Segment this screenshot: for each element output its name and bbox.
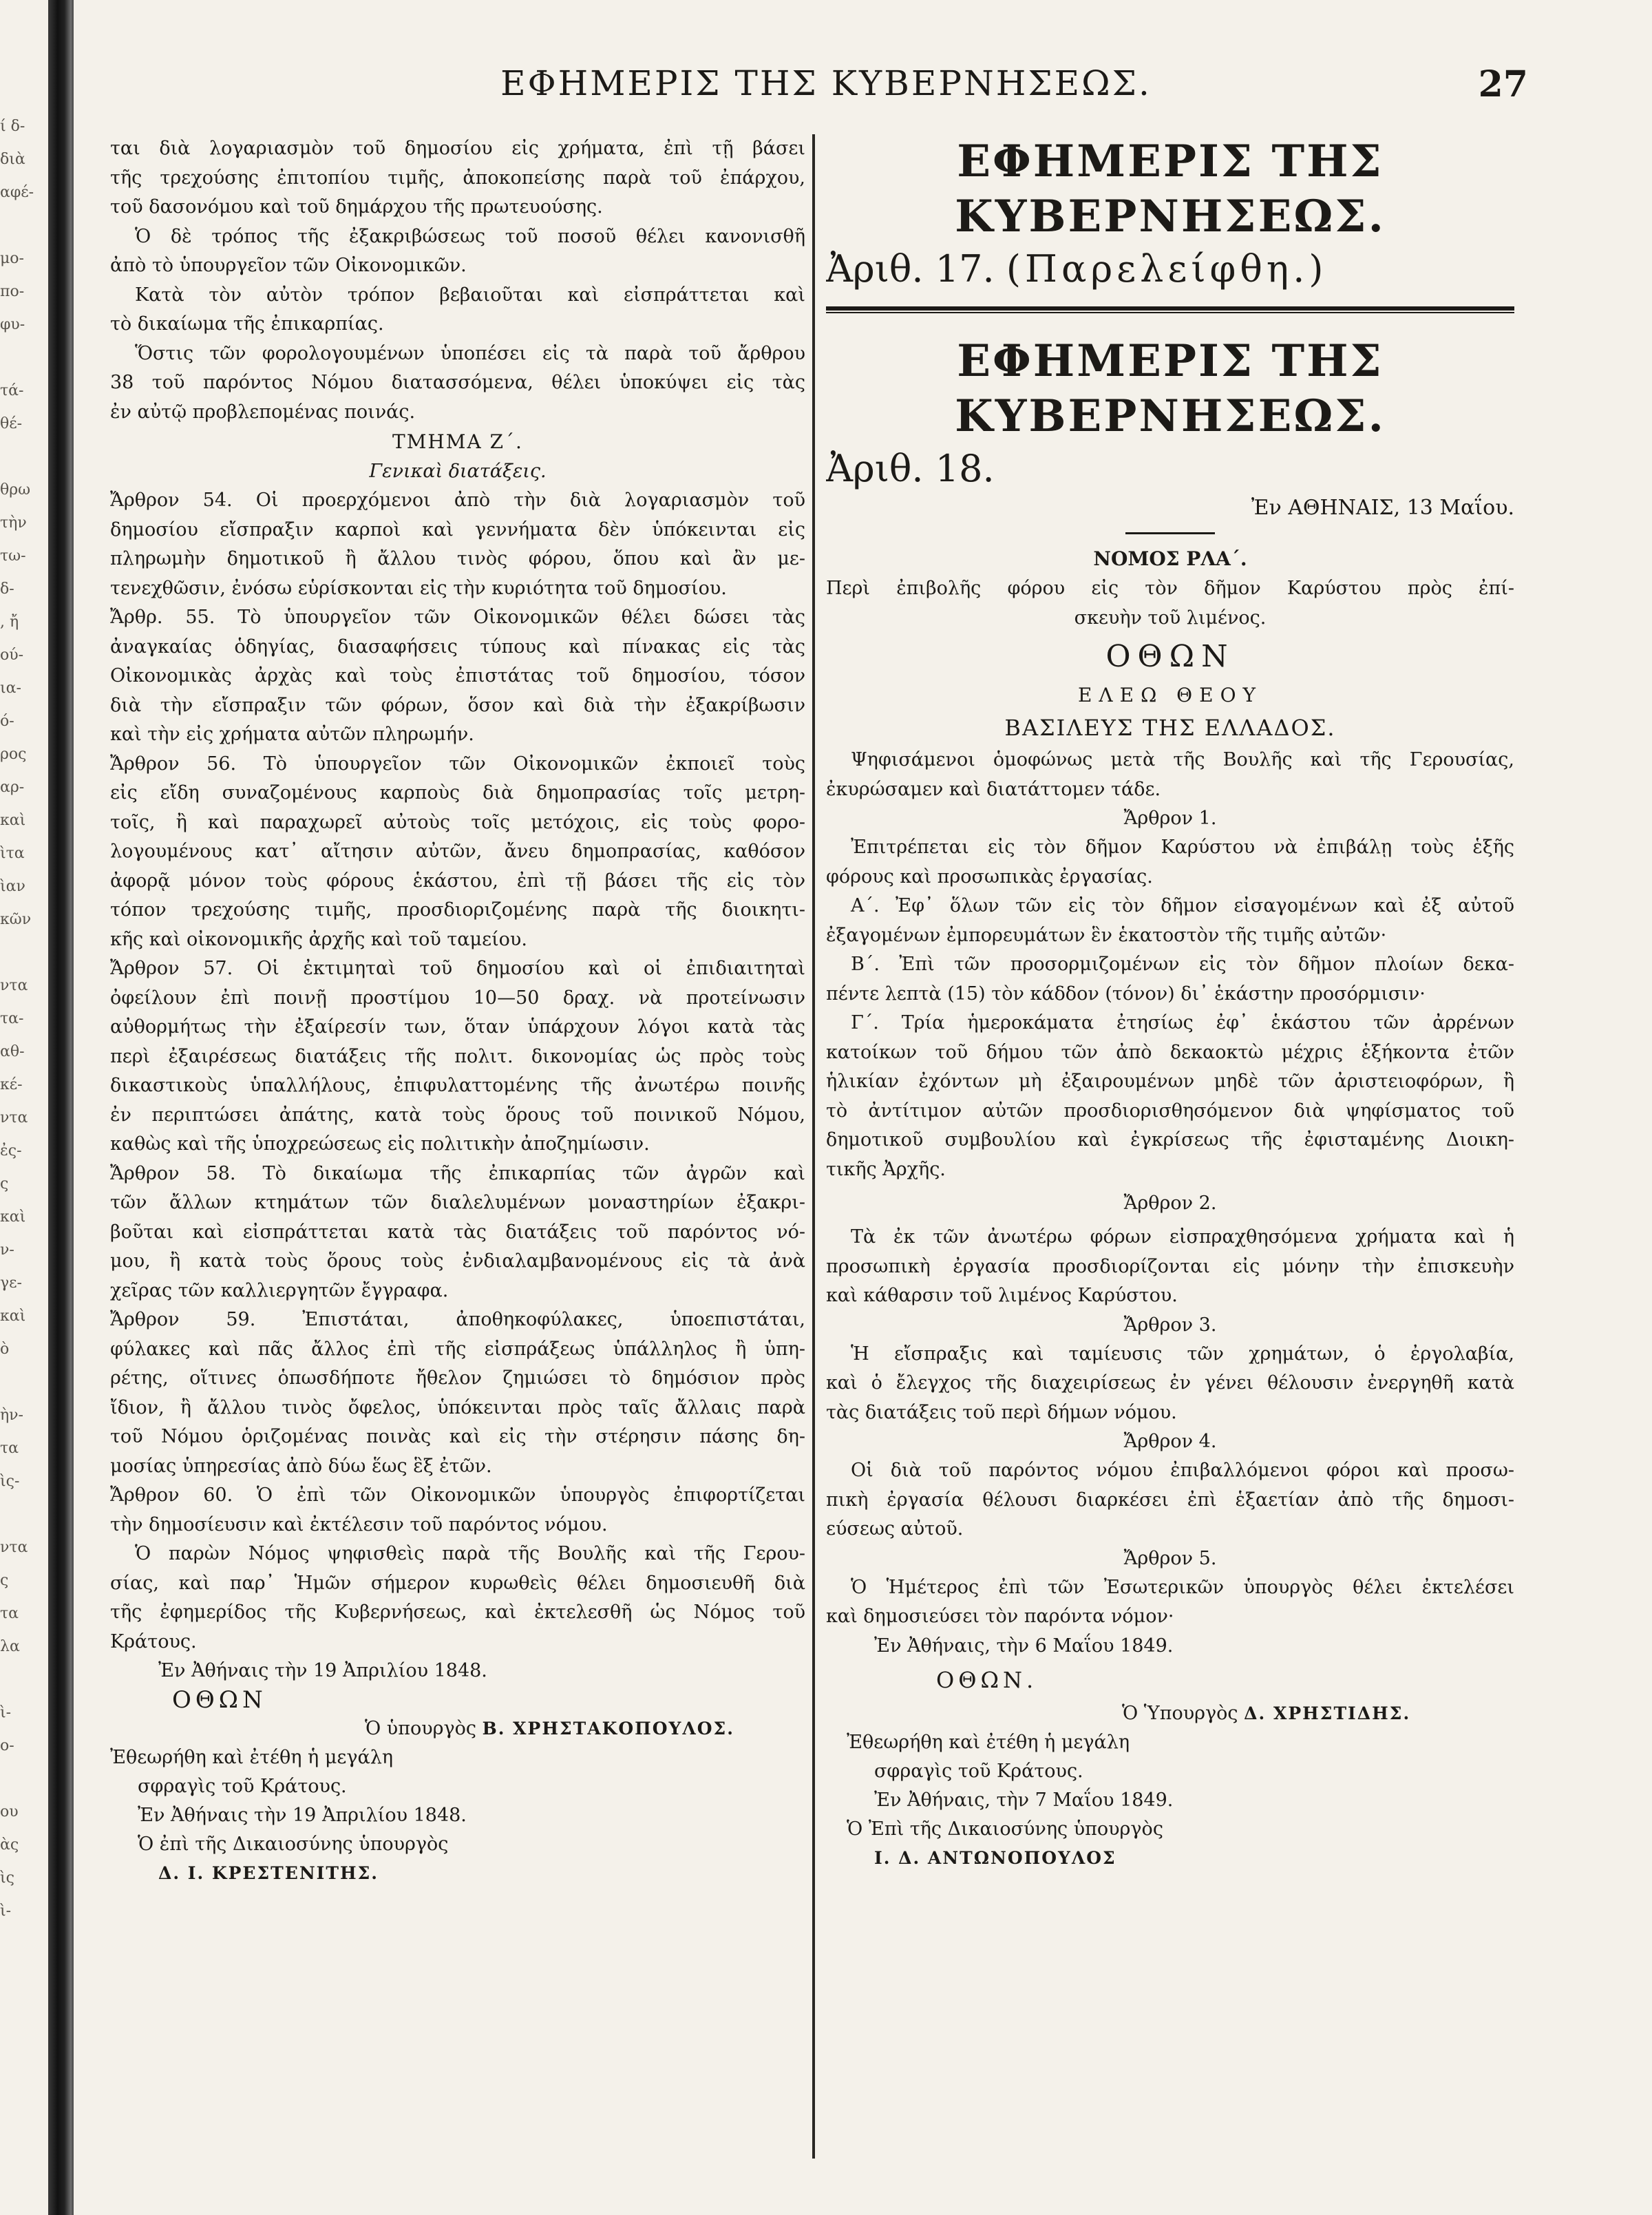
margin-fragment: ντα bbox=[0, 1539, 28, 1556]
text-line: ἐκυρώσαμεν καὶ διατάττομεν τάδε. bbox=[826, 778, 1161, 800]
text-line: ἀναγκαίας ὁδηγίας, διασαφήσεις τύπους καὶ πίνακας εἰς τὰς bbox=[110, 636, 805, 658]
margin-fragment: ὸ bbox=[0, 1341, 10, 1358]
text-line: Ἐπιτρέπεται εἰς τὸν δῆμον Καρύστου νὰ ἐπιβάλῃ τοὺς ἑξῆς bbox=[851, 837, 1514, 858]
text-line: καὶ ὁ ἔλεγχος τῆς διαχειρίσεως ἐν γένει θέλουσιν ἐνεργηθῆ κατὰ bbox=[826, 1372, 1514, 1394]
margin-fragment: ὶτα bbox=[0, 845, 25, 862]
dateline: Ἐν ΑΘΗΝΑΙΣ, 13 Μαΐου. bbox=[1251, 496, 1514, 520]
text-line: Οἰκονομικὰς ἀρχὰς καὶ τοὺς ἐπιστάτας τοῦ δημοσίου, τόσον bbox=[110, 665, 805, 686]
paragraph bbox=[110, 281, 805, 339]
king-title: ΒΑΣΙΛΕΥΣ ΤΗΣ ΕΛΛΑΔΟΣ. bbox=[1004, 715, 1336, 741]
text-line: κατοίκων τοῦ δήμου τῶν ἀπὸ δεκαοκτὼ μέχρις ἑξήκοντα ἐτῶν bbox=[826, 1041, 1514, 1063]
masthead: ΕΦΗΜΕΡΙΣ ΤΗΣ ΚΥΒΕΡΝΗΣΕΩΣ. bbox=[955, 136, 1386, 242]
text-line: βοῦται καὶ εἰσπράττεται κατὰ τὰς διατάξεις τοῦ παρόντος νό- bbox=[110, 1221, 805, 1243]
text-line: ρέτης, οἵτινες ὁπωσδήποτε ἤθελον ζημιώσει τὸ δημόσιον πρὸς bbox=[110, 1367, 805, 1389]
elei-theou: ΕΛΕΩ ΘΕΟΥ bbox=[1077, 684, 1263, 706]
minister-name: Δ. ΧΡΗΣΤΙΔΗΣ. bbox=[1244, 1703, 1411, 1723]
king-signature: ΟΘΩΝ. bbox=[936, 1666, 1038, 1693]
article-title: Ἄρθρον 4. bbox=[1123, 1431, 1217, 1452]
article-3 bbox=[826, 1340, 1514, 1428]
margin-fragment: κέ- bbox=[0, 1076, 23, 1093]
margin-fragment: αρ- bbox=[0, 779, 25, 796]
article-1-a bbox=[826, 892, 1514, 950]
binding-edge bbox=[72, 0, 74, 2215]
article-2 bbox=[826, 1223, 1514, 1311]
margin-fragment: μο- bbox=[0, 250, 24, 267]
paragraph bbox=[110, 222, 805, 281]
text-line: Ὁ δὲ τρόπος τῆς ἐξακριβώσεως τοῦ ποσοῦ θέλει κανονισθῆ bbox=[135, 225, 805, 247]
margin-fragment: θέ- bbox=[0, 415, 23, 432]
text-line: ἀφορᾷ μόνον τοὺς φόρους ἑκάστου, ἐπὶ τῇ βάσει τῆς εἰς τὸν bbox=[110, 870, 805, 892]
margin-fragment: ρος bbox=[0, 746, 27, 763]
article-55 bbox=[110, 603, 805, 750]
margin-fragment: ὶς bbox=[0, 1869, 14, 1887]
margin-fragment: ντα bbox=[0, 977, 28, 994]
margin-fragment: ού- bbox=[0, 647, 24, 664]
rule bbox=[1125, 532, 1215, 534]
text-line: τικῆς Ἀρχῆς. bbox=[826, 1158, 946, 1180]
text-line: μου, ἢ κατὰ τοὺς ὅρους τοὺς ἐνδιαλαμβανομένους εἰς τὰ ἀνὰ bbox=[110, 1250, 805, 1272]
paragraph bbox=[110, 134, 805, 222]
running-title: ΕΦΗΜΕΡΙΣ ΤΗΣ ΚΥΒΕΡΝΗΣΕΩΣ. bbox=[500, 63, 1152, 103]
margin-fragment bbox=[0, 1663, 44, 1697]
margin-fragment: ί δ- bbox=[0, 118, 25, 135]
text-line: τενεχθῶσιν, ἐνόσω εὑρίσκονται εἰς τὴν κυριότητα τοῦ δημοσίου. bbox=[110, 577, 727, 599]
margin-fragment bbox=[0, 441, 44, 474]
seal-line: Ἐθεωρήθη καὶ ἐτέθη ἡ μεγάλη bbox=[110, 1747, 394, 1768]
margin-fragment: θρω bbox=[0, 481, 31, 498]
margin-fragment: ἐς- bbox=[0, 1142, 22, 1159]
margin-fragment: ου bbox=[0, 1803, 19, 1820]
text-line: Κράτους. bbox=[110, 1630, 197, 1652]
seal-line: σφραγὶς τοῦ Κράτους. bbox=[138, 1776, 347, 1797]
text-line: ἴδιον, ἢ ἄλλου τινὸς ὄφελος, ὑπόκεινται πρὸς ταῖς ἄλλαις παρὰ bbox=[110, 1396, 805, 1418]
margin-fragment: τα- bbox=[0, 1010, 24, 1027]
text-line: καὶ τὴν εἰς χρήματα αὐτῶν πληρωμήν. bbox=[110, 724, 474, 745]
text-line: χεῖρας τῶν καλλιεργητῶν ἔγγραφα. bbox=[110, 1279, 449, 1301]
text-line: Ἄρθρ. 55. Τὸ ὑπουργεῖον τῶν Οἰκονομικῶν θέλει δώσει τὰς bbox=[110, 607, 805, 628]
text-line: Α΄. Ἐφ᾽ ὅλων τῶν εἰς τὸν δῆμον εἰσαγομένων καὶ ἐξ αὐτοῦ bbox=[851, 895, 1514, 916]
margin-fragment: φυ- bbox=[0, 316, 25, 333]
article-title: Ἄρθρον 5. bbox=[1123, 1547, 1217, 1569]
date-line: Ἐν Ἀθήναις τὴν 19 Ἀπριλίου 1848. bbox=[138, 1805, 467, 1826]
minister-signature bbox=[826, 1699, 1514, 1728]
text-line: Ἄρθρον 56. Τὸ ὑπουργεῖον τῶν Οἰκονομικῶν ἐκποιεῖ τοὺς bbox=[110, 753, 805, 775]
margin-fragment: ὶς- bbox=[0, 1473, 20, 1490]
law-title: ΝΟΜΟΣ ΡΛΑ΄. bbox=[1093, 547, 1247, 570]
text-line: πικὴ ἐργασία θέλουσι διαρκέσει ἐπὶ ἑξαετίαν ἀπὸ τῆς δημοσι- bbox=[826, 1489, 1514, 1511]
margin-fragment: τα bbox=[0, 1605, 19, 1622]
text-line: Ἡ εἴσπραξις καὶ ταμίευσις τῶν χρημάτων, ὁ ἐργολαβία, bbox=[851, 1343, 1514, 1365]
article-60 bbox=[110, 1481, 805, 1540]
text-line: 38 τοῦ παρόντος Νόμου διατασσόμενα, θέλει ὑποκύψει εἰς τὰς bbox=[110, 372, 805, 393]
text-line: εἰς εἴδη συναζομένους καρποὺς διὰ δημοπρασίας τοῖς μετρη- bbox=[110, 782, 805, 804]
article-1 bbox=[826, 833, 1514, 892]
text-line: Ὁ παρὼν Νόμος ψηφισθεὶς παρὰ τῆς Βουλῆς καὶ τῆς Γερου- bbox=[135, 1543, 805, 1564]
text-line: τῆς τρεχούσης ἐπιτοπίου τιμῆς, ἀποκοπείσης παρὰ τοῦ ἐπάρχου, bbox=[110, 167, 805, 189]
article-56 bbox=[110, 750, 805, 955]
text-line: τὸ ἀντίτιμον αὐτῶν προσδιορισθησόμενον διὰ ψηφίσματος τοῦ bbox=[826, 1100, 1514, 1122]
margin-fragment: ν- bbox=[0, 1241, 14, 1259]
law-description bbox=[826, 574, 1514, 633]
text-line: προσωπικὴ ἐργασία προσδιορίζονται εἰς μόνην τὴν ἐπισκευὴν bbox=[826, 1255, 1514, 1277]
date-line: Ἐν Ἀθήναις, τὴν 7 Μαΐου 1849. bbox=[874, 1789, 1174, 1811]
text-line: σίας, καὶ παρ᾽ Ἡμῶν σήμερον κυρωθεὶς θέλει δημοσιευθῆ διὰ bbox=[110, 1572, 805, 1594]
justice-name: Ι. Δ. ΑΝΤΩΝΟΠΟΥΛΟΣ bbox=[874, 1847, 1116, 1868]
margin-fragment: λα bbox=[0, 1638, 20, 1655]
rule bbox=[826, 306, 1514, 311]
margin-fragment: ὴν- bbox=[0, 1407, 23, 1424]
margin-fragment: ὶαν bbox=[0, 878, 25, 895]
text-line: πληρωμὴν δημοτικοῦ ἢ ἄλλου τινὸς φόρου, ὅπου καὶ ἂν με- bbox=[110, 548, 805, 569]
book-binding bbox=[48, 0, 72, 2215]
margin-fragment: καὶ bbox=[0, 1308, 26, 1325]
masthead: ΕΦΗΜΕΡΙΣ ΤΗΣ ΚΥΒΕΡΝΗΣΕΩΣ. bbox=[955, 335, 1386, 442]
margin-fragment bbox=[0, 1366, 44, 1399]
king-signature: ΟΘΩΝ bbox=[172, 1686, 267, 1714]
issue-number: Ἀριθ. 18. bbox=[826, 447, 995, 490]
left-column bbox=[110, 134, 805, 2159]
margin-fragment: πο- bbox=[0, 283, 25, 300]
justice-name: Δ. Ι. ΚΡΕΣΤΕΝΙΤΗΣ. bbox=[158, 1863, 379, 1883]
date-line: Ἐν Ἀθήναις τὴν 19 Ἀπριλίου 1848. bbox=[158, 1660, 487, 1681]
margin-fragment: τα bbox=[0, 1440, 19, 1457]
article-title: Ἄρθρον 1. bbox=[1123, 808, 1217, 829]
rule bbox=[826, 312, 1514, 313]
text-line: τὸ δικαίωμα τῆς ἐπικαρπίας. bbox=[110, 313, 384, 335]
margin-fragment: ο- bbox=[0, 1737, 14, 1754]
margin-fragment bbox=[0, 1763, 44, 1796]
text-line: φύλακες καὶ πᾶς ἄλλος ἐπὶ τῆς εἰσπράξεως ὑπάλληλος ἢ ὑπη- bbox=[110, 1338, 805, 1360]
text-line: τοῦ δασονόμου καὶ τοῦ δημάρχου τῆς πρωτευούσης. bbox=[110, 196, 603, 218]
text-line: τὰς διατάξεις τοῦ περὶ δήμων νόμου. bbox=[826, 1401, 1177, 1423]
text-line: τῆς ἐφημερίδος τῆς Κυβερνήσεως, καὶ ἐκτελεσθῆ ὡς Νόμος τοῦ bbox=[110, 1602, 805, 1623]
article-4 bbox=[826, 1456, 1514, 1544]
minister-name: Β. ΧΡΗΣΤΑΚΟΠΟΥΛΟΣ. bbox=[482, 1719, 734, 1739]
margin-fragment: αθ- bbox=[0, 1043, 25, 1060]
text-line: Περὶ ἐπιβολῆς φόρου εἰς τὸν δῆμον Καρύστου πρὸς ἐπί- bbox=[826, 578, 1514, 599]
text-line: πέντε λεπτὰ (15) τὸν κάδδον (τόνον) δι᾽ ἑκάστην προσόρμισιν· bbox=[826, 983, 1426, 1005]
page-number: 27 bbox=[1478, 63, 1528, 105]
text-line: τῶν ἄλλων κτημάτων τῶν διαλελυμένων μοναστηρίων ἐξακρι- bbox=[110, 1192, 805, 1213]
issue-number: Ἀριθ. 17. bbox=[826, 247, 995, 291]
text-line: ὀφείλουν ἐπὶ ποινῇ προστίμου 10—50 δραχ. νὰ προτείνωσιν bbox=[110, 987, 805, 1009]
margin-fragment bbox=[0, 1498, 44, 1531]
text-line: Ψηφισάμενοι ὁμοφώνως μετὰ τῆς Βουλῆς καὶ τῆς Γερουσίας, bbox=[851, 749, 1514, 770]
text-line: Ἄρθρον 57. Οἱ ἐκτιμηταὶ τοῦ δημοσίου καὶ οἱ ἐπιδιαιτηταὶ bbox=[110, 958, 805, 979]
text-line: κῆς καὶ οἰκονομικῆς ἀρχῆς καὶ τοῦ ταμείου. bbox=[110, 928, 527, 950]
margin-fragment: ὶ- bbox=[0, 1902, 12, 1920]
column-divider bbox=[812, 134, 815, 2159]
text-line: Τὰ ἐκ τῶν ἀνωτέρω φόρων εἰσπραχθησόμενα χρήματα καὶ ἡ bbox=[851, 1226, 1514, 1248]
margin-fragment: ια- bbox=[0, 680, 21, 697]
paragraph bbox=[110, 339, 805, 428]
text-line: σκευὴν τοῦ λιμένος. bbox=[1074, 607, 1267, 629]
text-line: αὐθορμήτως τὴν ἐξαίρεσίν των, ὅταν ὑπάρχουν λόγοι κατὰ τὰς bbox=[110, 1016, 805, 1038]
seal-line: σφραγὶς τοῦ Κράτους. bbox=[874, 1760, 1083, 1782]
text-line: Ὅστις τῶν φορολογουμένων ὑποπέσει εἰς τὰ παρὰ τοῦ ἄρθρου bbox=[135, 342, 805, 364]
article-title: Ἄρθρον 2. bbox=[1123, 1193, 1217, 1214]
margin-fragment: τὴν bbox=[0, 514, 27, 532]
article-1-c bbox=[826, 1009, 1514, 1184]
text-line: περὶ ἐξαιρέσεως διατάξεις τῆς πολιτ. δικονομίας ὡς πρὸς τοὺς bbox=[110, 1045, 805, 1067]
text-line: καὶ κάθαρσιν τοῦ λιμένος Καρύστου. bbox=[826, 1285, 1178, 1306]
preamble bbox=[826, 746, 1514, 804]
seal-line: Ἐθεωρήθη καὶ ἐτέθη ἡ μεγάλη bbox=[847, 1731, 1130, 1753]
margin-fragment: δ- bbox=[0, 580, 14, 598]
text-line: Ἄρθρον 60. Ὁ ἐπὶ τῶν Οἰκονομικῶν ὑπουργὸς ἐπιφορτίζεται bbox=[110, 1484, 805, 1506]
text-line: Οἱ διὰ τοῦ παρόντος νόμου ἐπιβαλλόμενοι φόροι καὶ προσω- bbox=[851, 1460, 1514, 1481]
text-line: λογουμένους κατ᾽ αἴτησιν αὐτῶν, ἄνευ δημοπρασίας, καθόσον bbox=[110, 841, 805, 862]
text-line: Ἄρθρον 54. Οἱ προερχόμενοι ἀπὸ τὴν διὰ λογαριασμὸν τοῦ bbox=[110, 490, 805, 511]
text-line: Β΄. Ἐπὶ τῶν προσορμιζομένων εἰς τὸν δῆμον πλοίων δεκα- bbox=[851, 954, 1514, 975]
text-line: εύσεως αὐτοῦ. bbox=[826, 1518, 964, 1540]
text-line: ἐν αὐτῷ προβλεπομένας ποινάς. bbox=[110, 401, 416, 423]
text-line: Γ΄. Τρία ἡμεροκάματα ἐτησίως ἐφ᾽ ἑκάστου τῶν ἀρρένων bbox=[851, 1012, 1514, 1033]
margin-fragment: ς bbox=[0, 1572, 9, 1589]
text-line: καθὼς καὶ τῆς ὑποχρεώσεως εἰς πολιτικὴν ἀποζημίωσιν. bbox=[110, 1133, 650, 1155]
article-1-b bbox=[826, 950, 1514, 1009]
previous-page-margin bbox=[0, 110, 44, 2176]
text-line: μοσίας ὑπηρεσίας ἀπὸ δύω ἕως ἓξ ἐτῶν. bbox=[110, 1455, 492, 1477]
margin-fragment: γε- bbox=[0, 1274, 22, 1292]
minister-label: Ὁ ὑπουργὸς bbox=[365, 1718, 476, 1739]
text-line: Ἄρθρον 59. Ἐπιστάται, ἀποθηκοφύλακες, ὑποεπιστάται, bbox=[110, 1309, 805, 1330]
margin-fragment: τω- bbox=[0, 547, 26, 565]
margin-fragment: ὶ- bbox=[0, 1704, 12, 1721]
text-line: Ὁ Ἡμέτερος ἐπὶ τῶν Ἐσωτερικῶν ὑπουργὸς θέλει ἐκτελέσει bbox=[851, 1576, 1514, 1598]
margin-fragment bbox=[0, 936, 44, 969]
text-line: Ἄρθρον 58. Τὸ δικαίωμα τῆς ἐπικαρπίας τῶν ἀγρῶν καὶ bbox=[110, 1162, 805, 1184]
margin-fragment: καὶ bbox=[0, 1208, 26, 1226]
article-57 bbox=[110, 954, 805, 1159]
text-line: τὴν δημοσίευσιν καὶ ἐκτέλεσιν τοῦ παρόντος νόμου. bbox=[110, 1513, 608, 1535]
margin-fragment: τά- bbox=[0, 382, 24, 399]
closing-paragraph bbox=[110, 1540, 805, 1657]
justice-label: Ὁ Ἐπὶ τῆς Δικαιοσύνης ὑπουργὸς bbox=[847, 1818, 1163, 1840]
text-line: ἀπὸ τὸ ὑπουργεῖον τῶν Οἰκονομικῶν. bbox=[110, 255, 467, 276]
text-line: τοῦ Νόμου ὁριζομένας ποινὰς καὶ εἰς τὴν στέρησιν πάσης δη- bbox=[110, 1426, 805, 1447]
margin-fragment: διὰ bbox=[0, 151, 25, 168]
running-header bbox=[110, 63, 1528, 118]
text-line: διὰ τὴν εἴσπραξιν τῶν φόρων, ὅσον καὶ διὰ τὴν ἐξακρίβωσιν bbox=[110, 694, 805, 716]
text-line: φόρους καὶ προσωπικὰς ἐργασίας. bbox=[826, 865, 1153, 888]
text-line: ἐξαγομένων ἐμπορευμάτων ἓν ἑκατοστὸν τῆς τιμῆς αὐτῶν· bbox=[826, 924, 1387, 946]
minister-signature bbox=[110, 1714, 805, 1743]
text-line: ται διὰ λογαριασμὸν τοῦ δημοσίου εἰς χρήματα, ἐπὶ τῇ βάσει bbox=[110, 138, 805, 159]
margin-fragment: καὶ bbox=[0, 812, 26, 829]
text-line: καὶ δημοσιεύσει τὸν παρόντα νόμον· bbox=[826, 1606, 1174, 1627]
text-line: Κατὰ τὸν αὐτὸν τρόπον βεβαιοῦται καὶ εἰσπράττεται καὶ bbox=[135, 284, 805, 306]
article-5 bbox=[826, 1573, 1514, 1632]
margin-fragment: κῶν bbox=[0, 911, 32, 928]
margin-fragment: αφέ- bbox=[0, 184, 34, 201]
date-line: Ἐν Ἀθήναις, τὴν 6 Μαΐου 1849. bbox=[874, 1635, 1174, 1657]
text-line: ἐν περιπτώσει ἀπάτης, κατὰ τοὺς ὅρους τοῦ ποινικοῦ Νόμου, bbox=[110, 1104, 805, 1126]
justice-label: Ὁ ἐπὶ τῆς Δικαιοσύνης ὑπουργὸς bbox=[138, 1834, 449, 1855]
section-title: ΤΜΗΜΑ Ζ΄. bbox=[392, 430, 523, 453]
right-column bbox=[826, 134, 1514, 2159]
issue-17 bbox=[826, 244, 1514, 294]
king-name: ΟΘΩΝ bbox=[1105, 639, 1235, 674]
issue-note: (Παρελείφθη.) bbox=[1006, 247, 1328, 291]
article-58 bbox=[110, 1159, 805, 1306]
article-59 bbox=[110, 1305, 805, 1481]
minister-label: Ὁ Ὑπουργὸς bbox=[1122, 1702, 1238, 1724]
margin-fragment: ό- bbox=[0, 713, 14, 730]
text-line: δικαστικοὺς ὑπαλλήλους, ἐπιφυλαττομένης τῆς ἀνωτέρω ποινῆς bbox=[110, 1075, 805, 1096]
margin-fragment: ὰς bbox=[0, 1836, 19, 1854]
text-line: τόπον τρεχούσης τιμῆς, προσδιοριζομένης παρὰ τῆς διοικητι- bbox=[110, 899, 805, 921]
margin-fragment: ς bbox=[0, 1175, 9, 1193]
margin-fragment bbox=[0, 209, 44, 242]
article-title: Ἄρθρον 3. bbox=[1123, 1314, 1217, 1336]
article-54 bbox=[110, 486, 805, 603]
margin-fragment: ντα bbox=[0, 1109, 28, 1126]
margin-fragment bbox=[0, 342, 44, 375]
margin-fragment: , ἤ bbox=[0, 613, 19, 631]
text-line: δημοτικοῦ συμβουλίου καὶ ἐγκρίσεως τῆς ἐφισταμένης Διοικη- bbox=[826, 1129, 1514, 1151]
section-subtitle: Γενικαὶ διατάξεις. bbox=[369, 461, 547, 482]
text-line: δημοσίου εἴσπραξιν καρποὶ καὶ γεννήματα δὲν ὑπόκεινται εἰς bbox=[110, 518, 805, 540]
text-line: ἡλικίαν ἐχόντων μὴ ἐξαιρουμένων μηδὲ τῶν ἀριστειοφόρων, ἢ bbox=[826, 1071, 1514, 1092]
text-line: τοῖς, ἢ καὶ παραχωρεῖ αὐτοὺς τοῖς μετόχοις, εἰς τοὺς φορο- bbox=[110, 811, 805, 833]
